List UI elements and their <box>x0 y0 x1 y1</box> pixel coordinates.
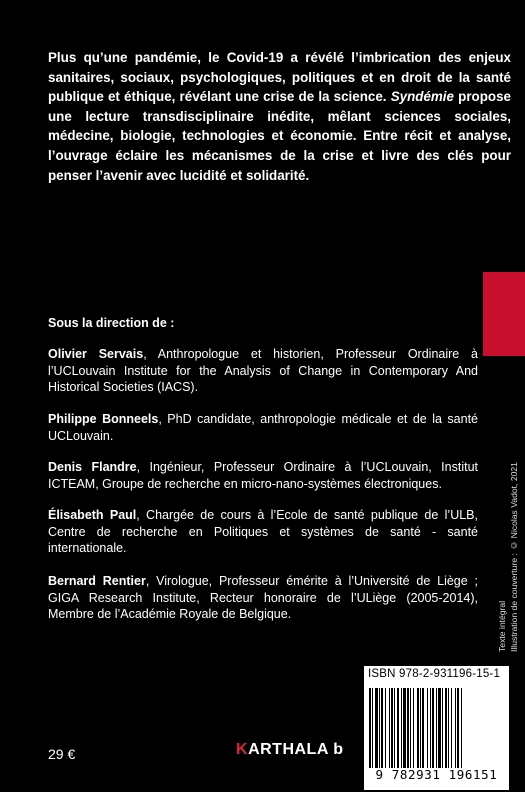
barcode-bar <box>410 688 411 768</box>
contributor-entry <box>48 573 478 623</box>
barcode-bar <box>379 688 380 768</box>
barcode-bar <box>381 688 383 768</box>
credit-line-2: Illustration de couverture : © Nicolas Vadot, 2021 <box>509 462 519 652</box>
barcode-bar <box>394 688 395 768</box>
barcode-bar <box>442 688 443 768</box>
contributor-name: Olivier Servais <box>48 347 144 361</box>
barcode-bar <box>417 688 419 768</box>
barcode-bar <box>420 688 421 768</box>
publisher-logo-rest: ARTHALA b <box>248 741 344 758</box>
contributor-desc: , Anthropologue et historien, Professeur Ordinaire à l’UCLouvain Institute for the Analysis of Change in Contemporary And Historical Societies (IACS). <box>48 347 478 394</box>
contributor-desc: , PhD candidate, anthropologie médicale et de la santé UCLouvain. <box>48 412 478 443</box>
publisher-logo-initial: K <box>236 741 249 758</box>
direction-heading: Sous la direction de : <box>48 316 175 330</box>
barcode-bar <box>397 688 399 768</box>
barcode-bar <box>369 688 371 768</box>
barcode-bar <box>427 688 428 768</box>
price: 29 € <box>48 746 76 762</box>
barcode-number: 9 782931 196151 <box>375 767 498 782</box>
contributor-desc: , Chargée de cours à l’Ecole de santé publique de l’ULB, Centre de recherche en Politiques et systèmes de santé - santé internationale. <box>48 508 478 555</box>
barcode-bar <box>451 688 452 768</box>
book-title: Syndémie <box>390 89 454 105</box>
contributor-desc: , Virologue, Professeur émérite à l’Université de Liège ; GIGA Research Institute, Recteur honoraire de l’ULiège (2005-2014), Membre de l’Académie Royale de Belgique. <box>48 574 478 621</box>
barcode-bar <box>389 688 390 768</box>
barcode-bar <box>432 688 434 768</box>
publisher-logo <box>236 741 344 759</box>
barcode-bar <box>375 688 378 768</box>
barcode-bar <box>401 688 402 768</box>
cover-credits <box>497 462 523 652</box>
barcode-bar <box>413 688 414 768</box>
blurb-part-1: Plus qu’une pandémie, le Covid-19 a révélé l’imbrication des enjeux sanitaires, sociaux, psychologiques, politiques et en droit de la santé publique et éthique, révélant une crise de la science. <box>48 50 511 105</box>
barcode-bar <box>391 688 393 768</box>
barcode-bar <box>372 688 373 768</box>
barcode-bar <box>403 688 406 768</box>
contributor-name: Élisabeth Paul <box>48 508 137 522</box>
red-accent-tab <box>483 272 525 356</box>
barcode-bar <box>436 688 437 768</box>
back-cover-blurb <box>48 48 511 185</box>
barcode-graphic <box>368 688 505 768</box>
barcode-bar <box>407 688 409 768</box>
barcode-bar <box>445 688 447 768</box>
barcode-bar <box>438 688 441 768</box>
barcode-bar <box>457 688 459 768</box>
barcode-bar <box>455 688 456 768</box>
contributor-entry <box>48 507 478 557</box>
contributor-name: Philippe Bonneels <box>48 412 159 426</box>
barcode-bar <box>430 688 431 768</box>
contributor-name: Denis Flandre <box>48 460 137 474</box>
contributor-entry <box>48 411 478 444</box>
barcode-bar <box>422 688 424 768</box>
credit-line-1: Texte intégral <box>497 600 507 652</box>
blurb-part-2: propose une lecture transdisciplinaire inédite, mêlant sciences sociales, médecine, biologie, technologies et économie. Entre récit et analyse, l’ouvrage éclaire les mécanismes de la crise et livre des clés pour penser l’avenir avec lucidité et solidarité. <box>48 89 511 183</box>
isbn-barcode-box <box>364 666 509 790</box>
isbn-text: ISBN 978-2-931196-15-1 <box>368 668 501 680</box>
contributor-desc: , Ingénieur, Professeur Ordinaire à l’UCLouvain, Institut ICTEAM, Groupe de recherche en micro-nano-systèmes électroniques. <box>48 460 478 491</box>
barcode-bar <box>385 688 386 768</box>
contributor-entry <box>48 459 478 492</box>
contributor-name: Bernard Rentier <box>48 574 146 588</box>
barcode-bar <box>448 688 449 768</box>
contributor-entry <box>48 346 478 396</box>
barcode-bar <box>461 688 462 768</box>
